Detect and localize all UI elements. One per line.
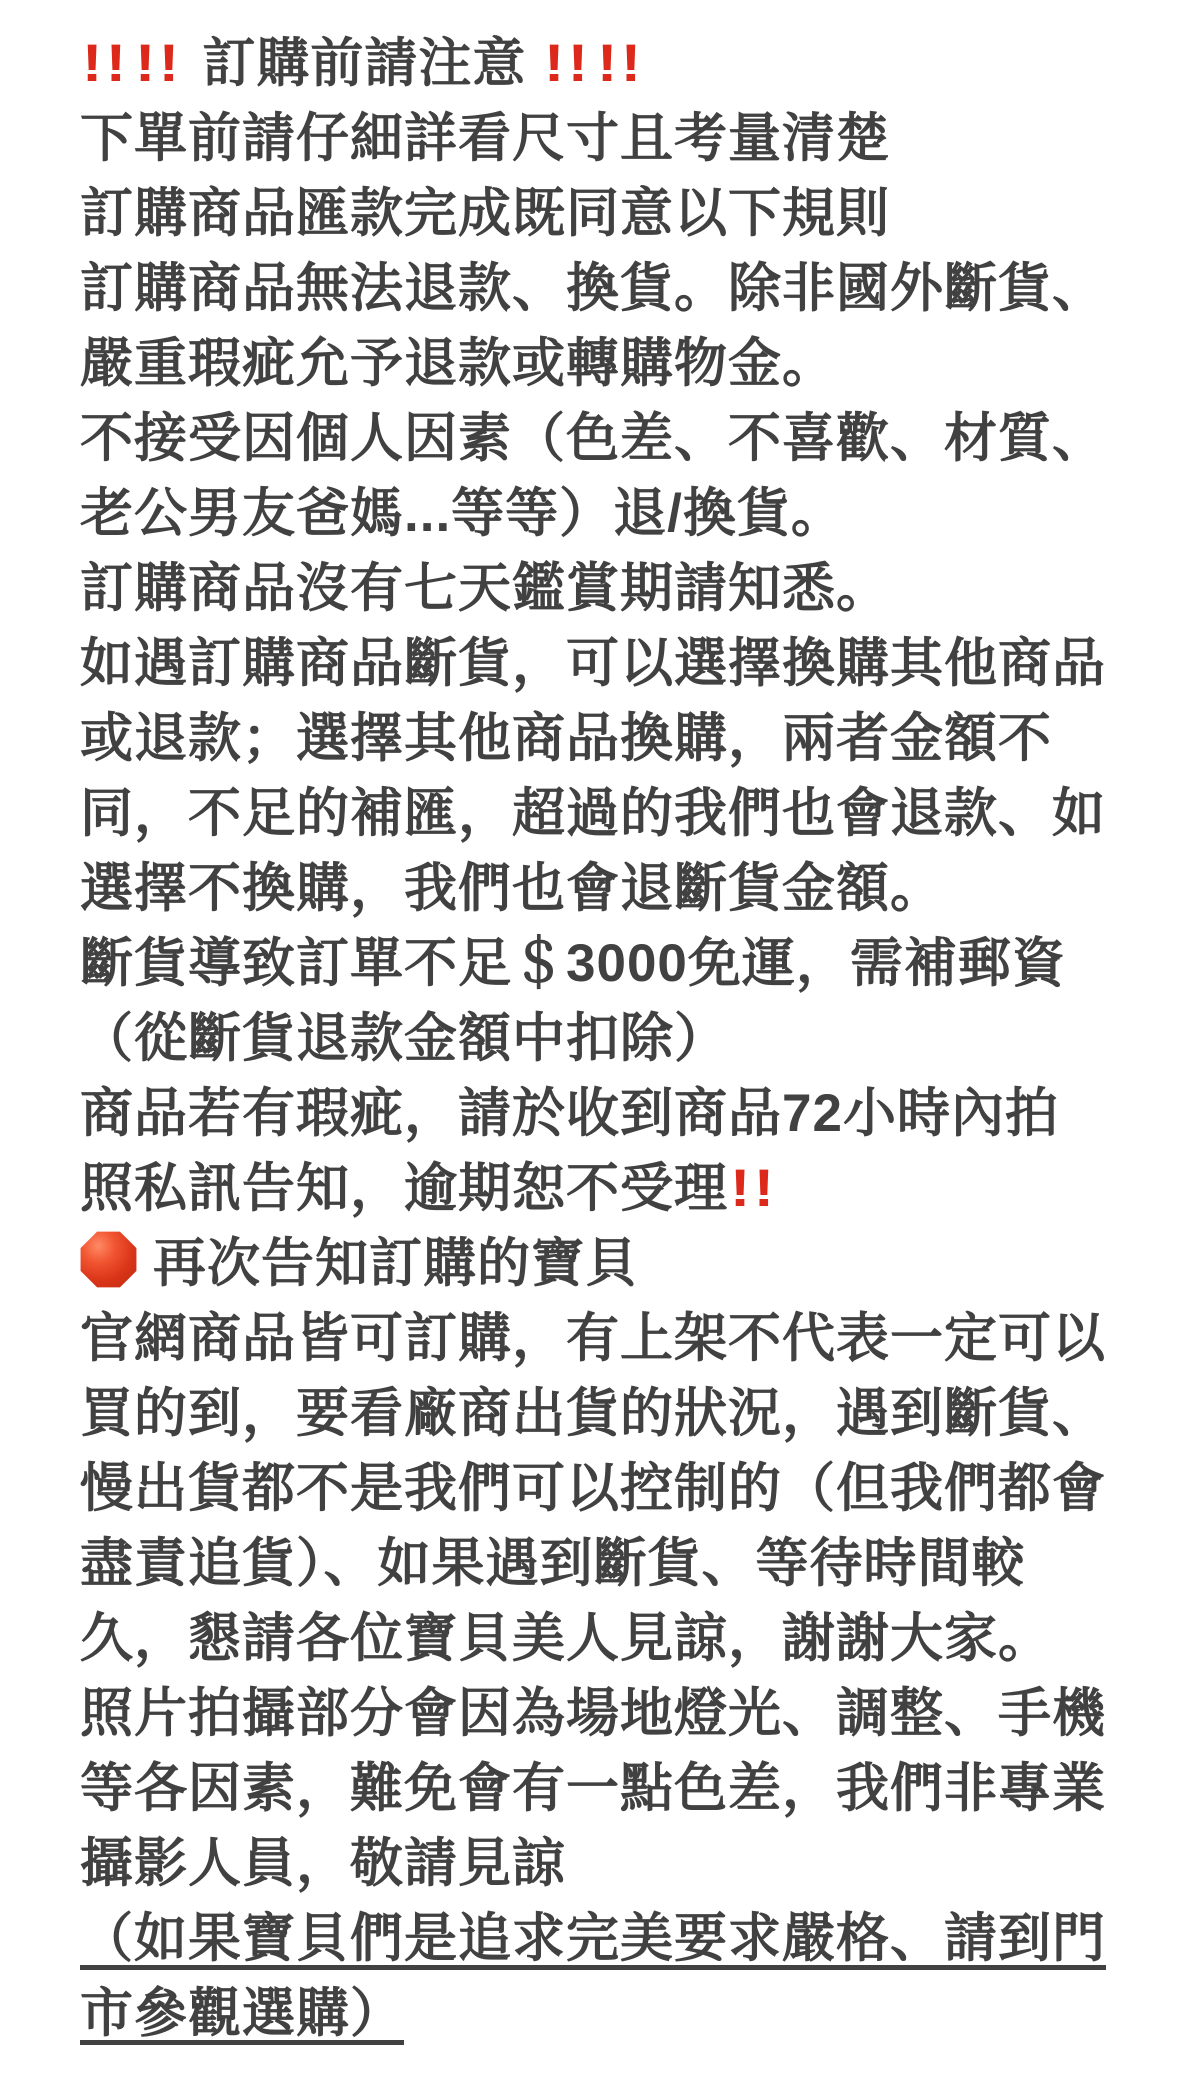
notice-text: 嚴重瑕疵允予退款或轉購物金。 [80, 334, 836, 393]
notice-text: 同，不足的補匯，超過的我們也會退款、如 [80, 784, 1106, 843]
stop-sign-icon [80, 1231, 137, 1288]
notice-text: 訂購商品匯款完成既同意以下規則 [80, 184, 890, 243]
notice-text: 斷貨導致訂單不足＄3000免運，需補郵資 [80, 934, 1066, 993]
notice-line [80, 251, 1180, 326]
notice-text: 慢出貨都不是我們可以控制的（但我們都會 [80, 1459, 1106, 1518]
notice-text: （從斷貨退款金額中扣除） [80, 1009, 728, 1068]
notice-text: 官網商品皆可訂購，有上架不代表一定可以 [80, 1309, 1106, 1368]
notice-line [80, 1601, 1180, 1676]
notice-text: 選擇不換購，我們也會退斷貨金額。 [80, 859, 944, 918]
notice-text: 不接受因個人因素（色差、不喜歡、材質、 [80, 409, 1106, 468]
notice-line [80, 401, 1180, 476]
notice-line [80, 326, 1180, 401]
notice-text: 等各因素，難免會有一點色差，我們非專業 [80, 1759, 1106, 1818]
notice-line [80, 101, 1180, 176]
notice-text: 老公男友爸媽...等等）退/換貨。 [80, 484, 845, 543]
notice-line [80, 776, 1180, 851]
notice-line [80, 1376, 1180, 1451]
notice-title-text: 訂購前請注意 [186, 34, 543, 93]
double-exclamation-icon: !! [597, 34, 645, 93]
notice-line [80, 1526, 1180, 1601]
notice-text: 照片拍攝部分會因為場地燈光、調整、手機 [80, 1684, 1106, 1743]
notice-text: 照私訊告知，逾期恕不受理 [80, 1159, 728, 1218]
notice-text: 或退款；選擇其他商品換購，兩者金額不 [80, 709, 1052, 768]
notice-line [80, 176, 1180, 251]
notice-text: 買的到，要看廠商出貨的狀況，遇到斷貨、 [80, 1384, 1106, 1443]
notice-text: 久，懇請各位寶貝美人見諒，謝謝大家。 [80, 1609, 1052, 1668]
notice-line [80, 1451, 1180, 1526]
notice-line [80, 1826, 1180, 1901]
notice-text: 商品若有瑕疵，請於收到商品72小時內拍 [80, 1084, 1059, 1143]
notice-line [80, 1901, 1180, 1976]
double-exclamation-icon: !! [82, 34, 130, 93]
notice-line [80, 1076, 1180, 1151]
double-exclamation-icon: !! [135, 34, 183, 93]
notice-text: 再次告知訂購的寶貝 [153, 1234, 639, 1293]
notice-text: 訂購商品無法退款、換貨。除非國外斷貨、 [80, 259, 1106, 318]
notice-line [80, 551, 1180, 626]
notice-line [80, 851, 1180, 926]
notice-line [80, 1976, 1180, 2051]
notice-title-line [80, 26, 1180, 101]
notice-line [80, 1001, 1180, 1076]
double-exclamation-icon: !! [544, 34, 592, 93]
notice-line [80, 1226, 1180, 1301]
notice-line [80, 1301, 1180, 1376]
notice-text: 下單前請仔細詳看尺寸且考量清楚 [80, 109, 890, 168]
notice-line [80, 476, 1180, 551]
notice-line [80, 926, 1180, 1001]
notice-text: 攝影人員，敬請見諒 [80, 1834, 566, 1893]
notice-line [80, 626, 1180, 701]
notice-text: 如遇訂購商品斷貨，可以選擇換購其他商品 [80, 634, 1106, 693]
notice-text: （如果寶貝們是追求完美要求嚴格、請到門 [80, 1909, 1106, 1968]
notice-line [80, 1751, 1180, 1826]
double-exclamation-icon: !! [730, 1159, 778, 1218]
notice-line [80, 1676, 1180, 1751]
notice-text: 盡責追貨）、如果遇到斷貨、等待時間較 [80, 1534, 1026, 1593]
notice-line [80, 1151, 1180, 1226]
notice-text: 市參觀選購） [80, 1984, 404, 2043]
notice-line [80, 701, 1180, 776]
notice-text: 訂購商品沒有七天鑑賞期請知悉。 [80, 559, 890, 618]
